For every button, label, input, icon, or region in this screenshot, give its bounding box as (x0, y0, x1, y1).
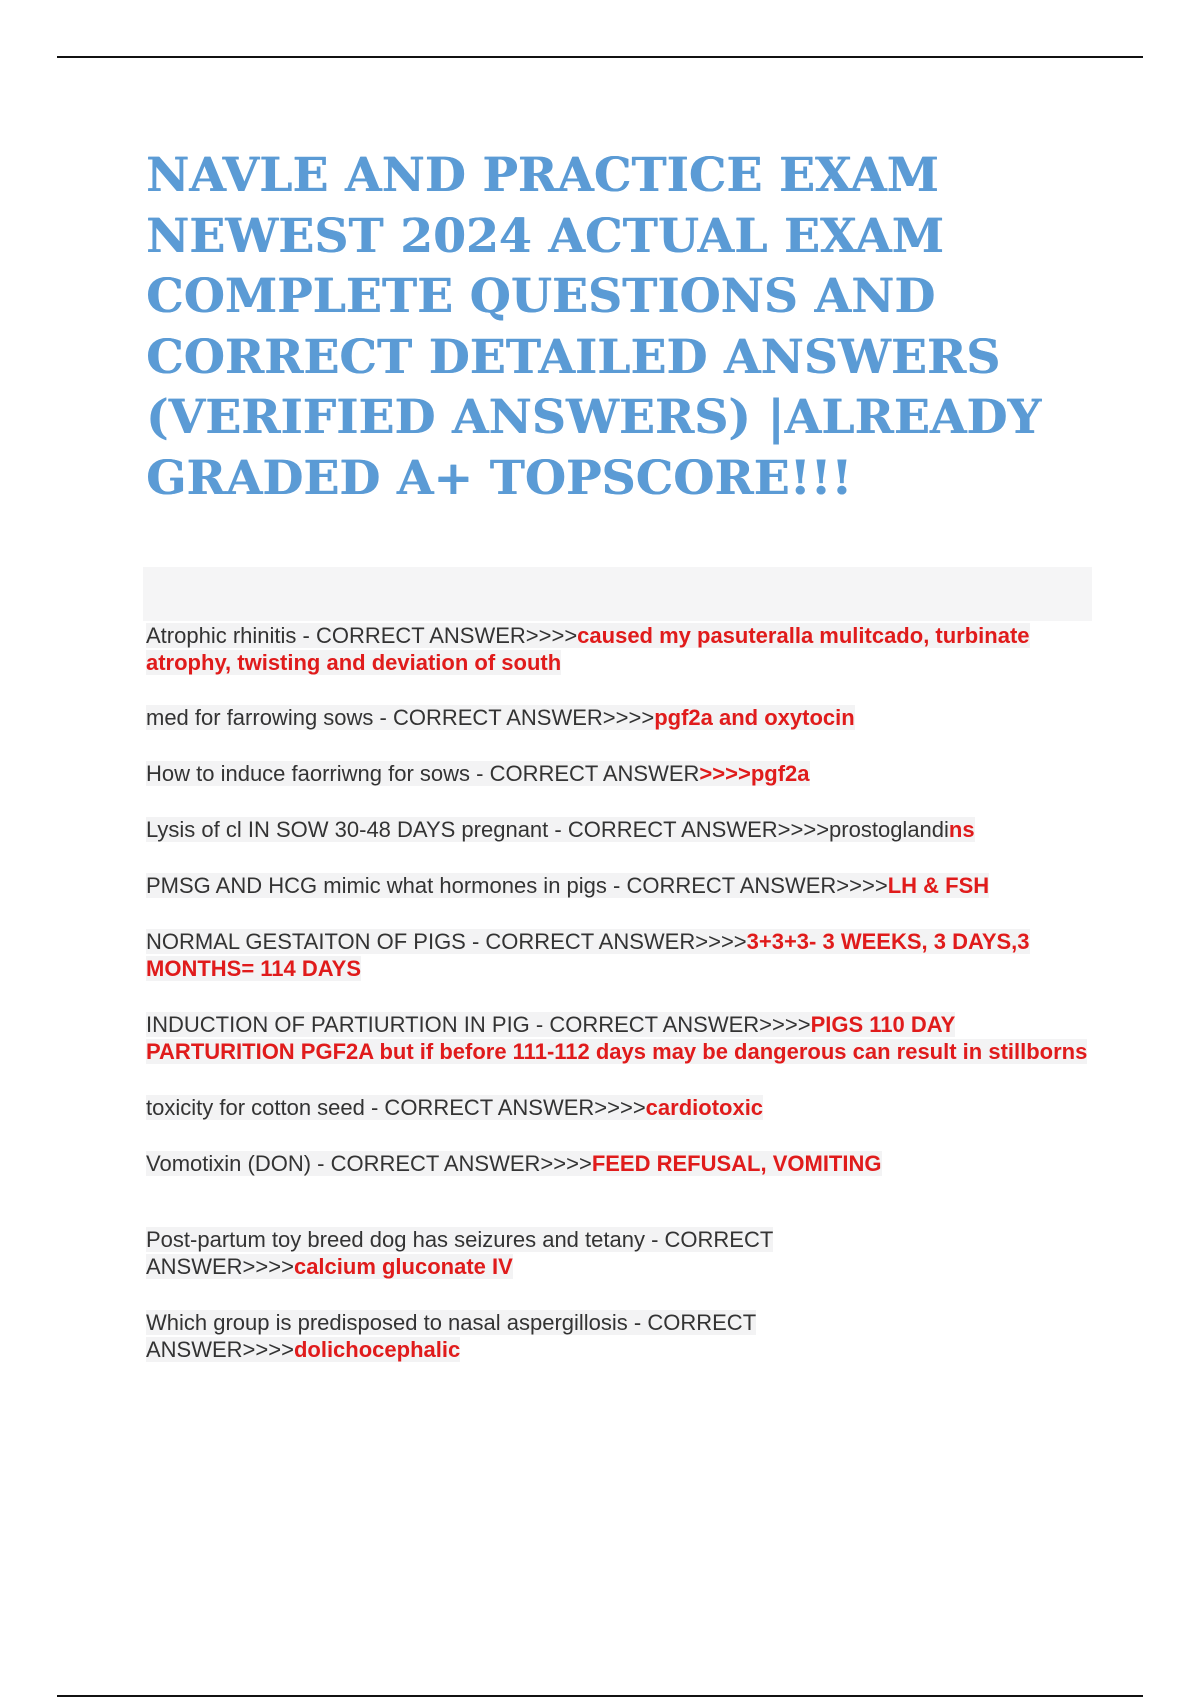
answer-text: cardiotoxic (645, 1095, 764, 1120)
question-text: Post-partum toy breed dog has seizures and tetany - CORRECT ANSWER>>>> (146, 1227, 773, 1279)
question-text: Which group is predisposed to nasal aspergillosis - CORRECT ANSWER>>>> (146, 1310, 756, 1362)
answer-text: >>>>pgf2a (699, 761, 810, 786)
answer-text: FEED REFUSAL, VOMITING (591, 1151, 882, 1176)
qa-item (146, 872, 1106, 899)
answer-text: LH & FSH (887, 873, 990, 898)
question-text: med for farrowing sows - CORRECT ANSWER>>>> (146, 705, 655, 730)
answer-text: ns (948, 817, 975, 842)
bottom-rule (57, 1695, 1143, 1697)
qa-line (146, 1310, 756, 1362)
qa-item (146, 704, 1106, 731)
qa-item (146, 760, 1106, 787)
answer-text: caused my pasuteralla mulitcado, turbinate atrophy, twisting and deviation of south (146, 623, 1030, 675)
qa-item (146, 1309, 846, 1363)
qa-line (146, 873, 989, 898)
qa-line (146, 1227, 773, 1279)
qa-item (146, 816, 1106, 843)
question-text: Atrophic rhinitis - CORRECT ANSWER>>>> (146, 623, 578, 648)
qa-line (146, 623, 1030, 675)
document-title: NAVLE AND PRACTICE EXAM NEWEST 2024 ACTUAL EXAM COMPLETE QUESTIONS AND CORRECT DETAILED ANSWERS (VERIFIED ANSWERS) |ALREADY GRADED A+ TOPSCORE!!! (146, 148, 1042, 506)
qa-item (146, 1011, 1096, 1065)
shaded-band (143, 567, 1092, 621)
answer-text: PIGS 110 DAY PARTURITION PGF2A but if before 111-112 days may be dangerous can result in stillborns (146, 1012, 1088, 1064)
qa-line (146, 705, 855, 730)
qa-line (146, 1012, 1087, 1064)
question-text: Lysis of cl IN SOW 30-48 DAYS pregnant - CORRECT ANSWER>>>>prostoglandi (146, 817, 949, 842)
qa-line (146, 929, 1030, 981)
qa-item (146, 1226, 846, 1280)
question-text: Vomotixin (DON) - CORRECT ANSWER>>>> (146, 1151, 592, 1176)
answer-text: calcium gluconate IV (293, 1254, 513, 1279)
question-text: PMSG AND HCG mimic what hormones in pigs - CORRECT ANSWER>>>> (146, 873, 888, 898)
top-rule (57, 56, 1143, 58)
qa-list (146, 622, 1106, 1392)
question-text: NORMAL GESTAITON OF PIGS - CORRECT ANSWER>>>> (146, 929, 747, 954)
qa-line (146, 817, 975, 842)
answer-text: dolichocephalic (293, 1337, 461, 1362)
qa-item (146, 1150, 1106, 1177)
answer-text: 3+3+3- 3 WEEKS, 3 DAYS,3 MONTHS= 114 DAYS (146, 929, 1030, 981)
qa-item (146, 928, 1066, 982)
qa-item (146, 1094, 1106, 1121)
question-text: INDUCTION OF PARTIURTION IN PIG - CORRECT ANSWER>>>> (146, 1012, 811, 1037)
question-text: How to induce faorriwng for sows - CORRECT ANSWER (146, 761, 700, 786)
qa-line (146, 761, 810, 786)
qa-line (146, 1151, 882, 1176)
question-text: toxicity for cotton seed - CORRECT ANSWER>>>> (146, 1095, 646, 1120)
qa-line (146, 1095, 763, 1120)
answer-text: pgf2a and oxytocin (654, 705, 855, 730)
qa-item (146, 622, 1106, 676)
